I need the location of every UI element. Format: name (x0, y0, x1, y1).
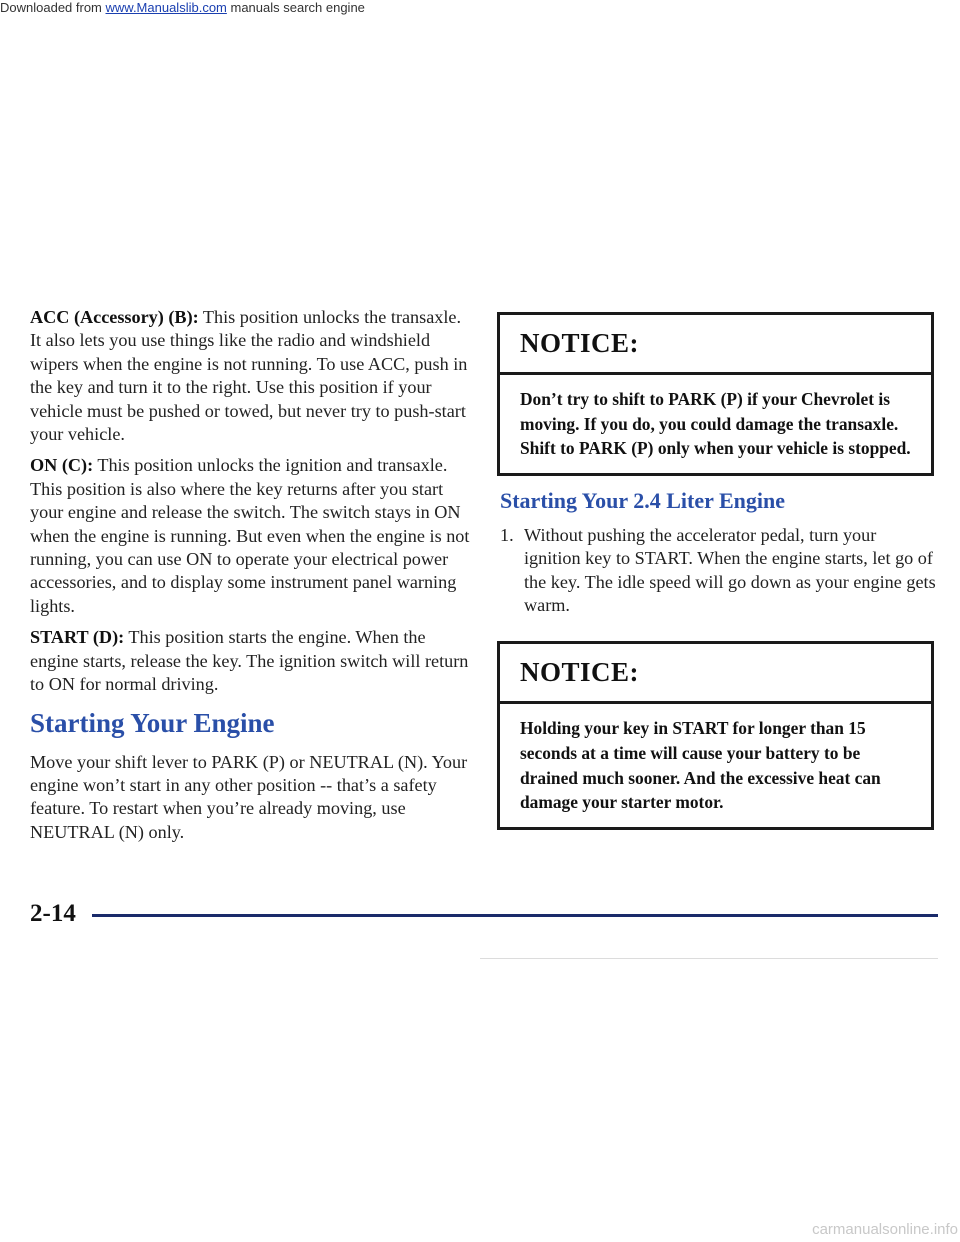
starting-steps-list (497, 524, 937, 618)
watermark-suffix: manuals search engine (226, 0, 365, 15)
on-paragraph (30, 454, 470, 618)
acc-text: This position unlocks the transaxle. It also lets you use things like the radio and windshield wipers when the engine is not running. To use ACC, push in the key and turn it to the right. Use this position if your vehicle must be pushed or towed, but never try to push-start your vehicle. (30, 307, 468, 445)
start-paragraph (30, 626, 470, 696)
notice-box-park (497, 312, 934, 476)
manualslib-link[interactable]: www.Manualslib.com (105, 0, 227, 15)
acc-paragraph (30, 306, 470, 446)
start-text: This position starts the engine. When the engine starts, release the key. The ignition switch will return to ON for normal driving. (30, 627, 469, 695)
acc-term: ACC (Accessory) (B): (30, 307, 199, 327)
start-term: START (D): (30, 627, 125, 648)
list-item (497, 524, 937, 618)
notice-title: NOTICE: (500, 644, 931, 704)
page-number: 2-14 (30, 900, 76, 927)
site-watermark: carmanualsonline.info (812, 1221, 958, 1238)
notice-body: Don’t try to shift to PARK (P) if your Chevrolet is moving. If you do, you could damage the transaxle. Shift to PARK (P) only when your vehicle is stopped. (520, 389, 911, 459)
on-term: ON (C): (30, 455, 94, 476)
notice-title: NOTICE: (500, 315, 931, 375)
shift-lever-paragraph: Move your shift lever to PARK (P) or NEUTRAL (N). Your engine won’t start in any other position -- that’s a safety feature. To restart when you’re already moving, use NEUTRAL (N) only. (30, 751, 468, 842)
starting-engine-heading: Starting Your Engine (30, 707, 275, 738)
download-watermark (0, 0, 365, 15)
notice-body: Holding your key in START for longer than 15 seconds at a time will cause your battery to be drained much sooner. And the excessive heat can damage your starter motor. (520, 718, 881, 813)
step-number: 1. (500, 524, 514, 545)
right-column (497, 312, 937, 830)
starting-2-4-liter-heading: Starting Your 2.4 Liter Engine (500, 487, 786, 513)
step-text: Without pushing the accelerator pedal, turn your ignition key to START. When the engine starts, let go of the key. The idle speed will go down as your engine gets warm. (524, 524, 936, 615)
notice-box-start (497, 641, 934, 829)
footer-divider (92, 914, 938, 917)
on-text: This position unlocks the ignition and transaxle. This position is also where the key returns after you start your engine and release the switch. The switch stays in ON when the engine is running. But even when the engine is not running, you can use ON to operate your electrical power accessories, and to display some instrument panel warning lights. (30, 455, 470, 616)
watermark-prefix: Downloaded from (0, 0, 106, 15)
faint-divider (480, 958, 938, 959)
left-column (30, 306, 470, 852)
